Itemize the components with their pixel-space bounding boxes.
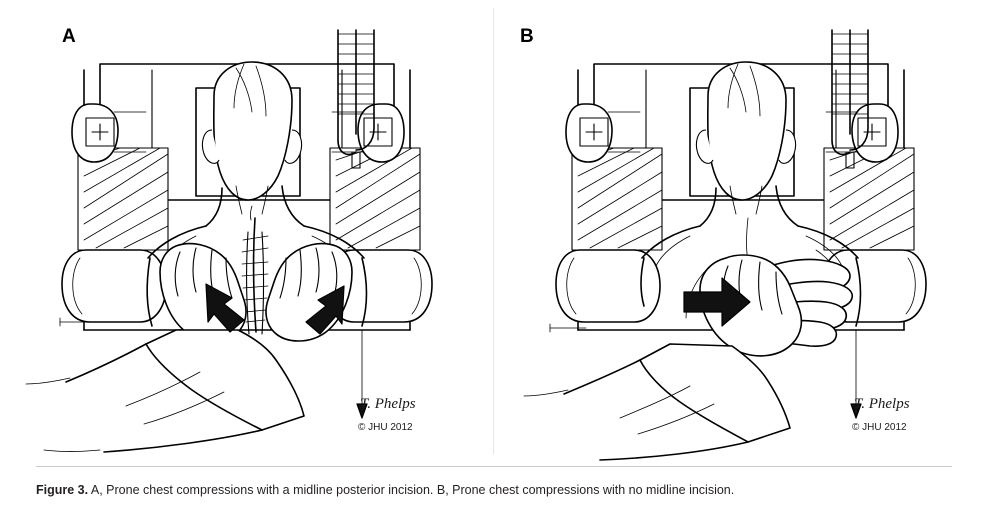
figure-panel-b [494, 0, 988, 462]
caption-divider [36, 466, 952, 467]
artist-signature-b: T. Phelps [854, 396, 910, 412]
panel-b-label: B [520, 26, 534, 47]
panel-b-illustration [494, 0, 988, 462]
panel-a-label: A [62, 26, 76, 47]
patient-head-b [696, 62, 798, 226]
artist-signature-a: T. Phelps [360, 396, 416, 412]
copyright-a: © JHU 2012 [358, 422, 413, 433]
patient-head-a [202, 62, 304, 226]
caption-label: Figure 3. [36, 483, 89, 497]
caption-text: A, Prone chest compressions with a midline posterior incision. B, Prone chest compressions with no midline incision. [90, 483, 735, 497]
figure-panel-a [0, 0, 494, 462]
panel-a-illustration [0, 0, 494, 462]
copyright-b: © JHU 2012 [852, 422, 907, 433]
figure-caption [36, 482, 956, 498]
